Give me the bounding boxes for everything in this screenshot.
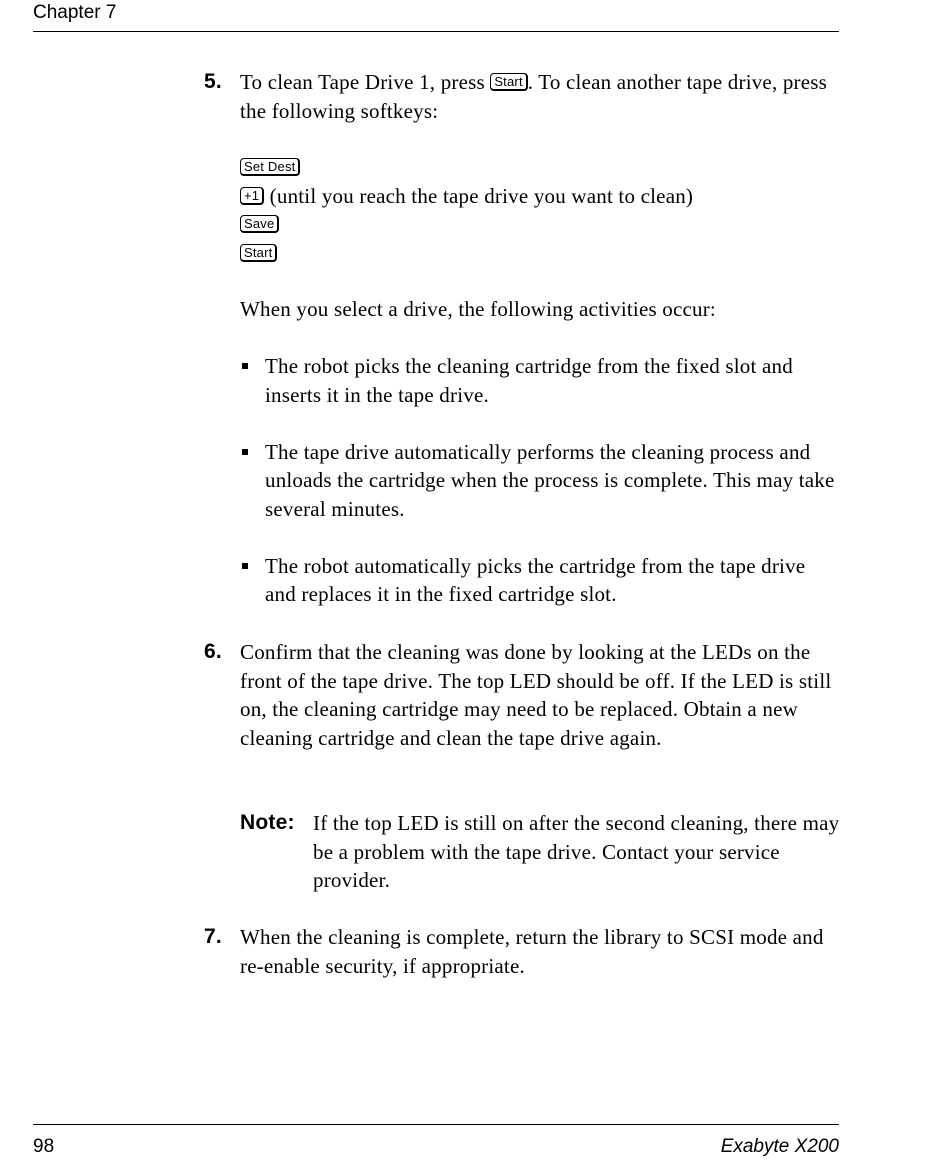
note-label: Note: (240, 811, 295, 834)
step-6-text: Confirm that the cleaning was done by looking at the LEDs on the front of the tape drive. The top LED should be off. If the LED is still on, the cleaning cartridge may need to be replaced. Obtain a new cleaning cartridge and clean the tape drive again. (240, 640, 832, 750)
step-number: 7. (204, 925, 222, 948)
step-5-text: To clean Tape Drive 1, press Start . To clean another tape drive, press the following softkeys: (240, 70, 828, 123)
bullet-icon (242, 363, 248, 369)
page-number: 98 (33, 1136, 55, 1157)
list-item: The robot picks the cleaning cartridge from the fixed slot and inserts it in the tape drive. (240, 352, 840, 409)
bullet-icon (242, 449, 248, 455)
bullet-icon (242, 563, 248, 569)
note-text: If the top LED is still on after the second cleaning, there may be a problem with the tape drive. Contact your service provider. (313, 811, 840, 892)
activities-list (240, 352, 840, 609)
product-name: Exabyte X200 (720, 1136, 839, 1157)
note (240, 809, 840, 895)
list-item: The robot automatically picks the cartridge from the tape drive and replaces it in the fixed cartridge slot. (240, 552, 840, 609)
plus-one-note: (until you reach the tape drive you want to clean) (264, 183, 694, 208)
header-rule (33, 31, 839, 32)
plus-one-key: +1 (240, 187, 264, 205)
save-key: Save (240, 215, 279, 233)
step-number: 6. (204, 640, 222, 663)
running-head-chapter: Chapter 7 (33, 2, 117, 23)
set-dest-key: Set Dest (240, 158, 300, 176)
start-key-2: Start (240, 244, 277, 262)
start-key: Start (490, 73, 527, 91)
footer-rule (33, 1124, 839, 1125)
step-7-text: When the cleaning is complete, return the library to SCSI mode and re-enable security, if appropriate. (240, 925, 824, 978)
softkey-sequence (240, 153, 693, 267)
step-number: 5. (204, 70, 222, 93)
list-item: The tape drive automatically performs the cleaning process and unloads the cartridge when the process is complete. This may take several minutes. (240, 438, 840, 524)
activities-intro: When you select a drive, the following activities occur: (240, 297, 716, 321)
